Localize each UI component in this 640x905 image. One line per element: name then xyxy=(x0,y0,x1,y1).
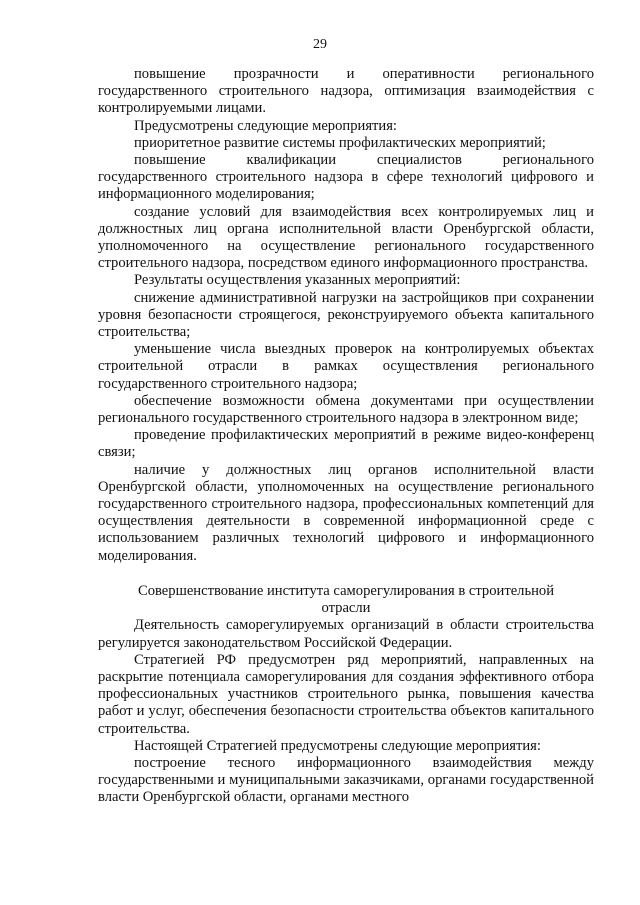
list-item: построение тесного информационного взаимодействия между государственными и муниципальными заказчиками, органами государственной власти Оренбургской области, органами местного xyxy=(98,754,594,806)
list-item: проведение профилактических мероприятий в режиме видео-конференц связи; xyxy=(98,427,594,461)
list-item: наличие у должностных лиц органов исполнительной власти Оренбургской области, уполномоченных на осуществление регионального государственного строительного надзора, профессиональных компетенций для осуществления деятельности в современной информационной среде с использованием различных технологий цифрового и информационного моделирования. xyxy=(98,461,594,564)
paragraph: Деятельность саморегулируемых организаций в области строительства регулируется законодательством Российской Федерации. xyxy=(98,617,594,651)
list-item: обеспечение возможности обмена документами при осуществлении регионального государственного строительного надзора в электронном виде; xyxy=(98,392,594,427)
list-item: снижение административной нагрузки на застройщиков при сохранении уровня безопасности строящегося, реконструируемого объекта капитального строительства; xyxy=(98,289,594,341)
paragraph: повышение прозрачности и оперативности регионального государственного строительного надзора, оптимизация взаимодействия с контролируемыми лицами. xyxy=(98,66,594,117)
list-item: повышение квалификации специалистов регионального государственного строительного надзора в сфере технологий цифрового и информационного моделирования; xyxy=(98,152,594,203)
page-number: 29 xyxy=(313,37,327,52)
list-item: приоритетное развитие системы профилактических мероприятий; xyxy=(134,134,546,151)
list-item: уменьшение числа выездных проверок на контролируемых объектах строительной отрасли в рамках осуществления регионального государственного строительного надзора; xyxy=(98,341,594,392)
paragraph: Стратегией РФ предусмотрен ряд мероприятий, направленных на раскрытие потенциала саморегулирования для создания эффективного отбора профессиональных участников строительного рынка, повышения качества работ и услуг, обеспечения безопасности строительства объектов капитального строительства. xyxy=(98,651,594,737)
paragraph: Результаты осуществления указанных мероприятий: xyxy=(134,272,461,289)
document-body xyxy=(98,66,594,807)
section-heading: Совершенствование института саморегулирования в строительной отрасли xyxy=(137,582,555,617)
paragraph: Предусмотрены следующие мероприятия: xyxy=(134,117,397,134)
paragraph: Настоящей Стратегией предусмотрены следующие мероприятия: xyxy=(134,737,541,754)
list-item: создание условий для взаимодействия всех контролируемых лиц и должностных лиц органа исполнительной власти Оренбургской области, уполномоченного на осуществление регионального государственного строительного надзора, посредством единого информационного пространства. xyxy=(98,203,594,272)
